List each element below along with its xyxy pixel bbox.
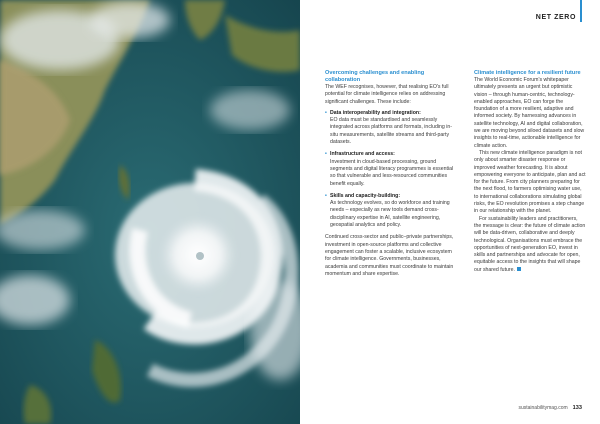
bullet-dot-icon: • (325, 192, 327, 199)
column-2-final-text: For sustainability leaders and practitioners, the message is clear: the future of climate action will be data-driven, collaborative and deeply technological. Organisations must embrace the opportunities of next-generation EO, invest in skills and partnerships and advocate for open, equitable access to the insights that will shape our shared future. (474, 215, 586, 273)
bullet-title: Skills and capacity-building: (330, 192, 401, 199)
column-1-closing: Continued cross-sector and public–private partnerships, investment in open-source platforms and collective engagement can foster a scalable, inclusive ecosystem for climate intelligence. Governments, businesses, academia and communities must coordinate to maintain momentum and share expertise. (325, 234, 454, 277)
list-item (325, 151, 455, 187)
column-2-paragraph: The World Economic Forum's whitepaper ultimately presents an urgent but optimistic vision – through human-centric, technology-enabled approaches, EO can forge the foundation of a more resilient, adaptive and informed society. By harnessing advances in satellite technology, AI and digital collaboration, we are moving beyond siloed datasets and slow insights to real-time, actionable intelligence for climate action. (474, 77, 585, 149)
page-number: 133 (572, 405, 582, 411)
column-1-intro: The WEF recognises, however, that realising EO's full potential for climate intelligence relies on addressing significant challenges. These include: (325, 84, 449, 105)
footer-site: sustainabilitymag.com (518, 405, 568, 411)
bullet-title: Infrastructure and access: (330, 151, 395, 158)
bullet-title: Data interoperability and integration: (330, 109, 421, 116)
bullet-body: Investment in cloud-based processing, ground segments and digital literacy programmes is essential so that vulnerable and less-resourced communities benefit equally. (330, 158, 454, 187)
column-2-paragraph: This new climate intelligence paradigm is not only about smarter disaster response or improved weather forecasting. It is about empowering everyone to anticipate, plan and act for the future. From city planners preparing for the next flood, to farmers optimising water use, to international collaborations simulating global risks, the EO revolution promises a step change in our relationship with the planet. (474, 149, 586, 215)
end-of-article-icon (517, 267, 521, 271)
bullet-body: EO data must be standardised and seamlessly integrated across platforms and formats, including in-situ measurements, satellite streams and third-party datasets. (330, 117, 452, 146)
column-2-heading: Climate intelligence for a resilient future (474, 70, 581, 76)
list-item (325, 193, 455, 229)
page-footer (518, 405, 582, 411)
bullet-dot-icon: • (325, 151, 327, 158)
challenges-list (325, 110, 455, 229)
column-2-paragraph (474, 216, 586, 274)
accent-bar (580, 0, 582, 22)
bullet-body: As technology evolves, so do workforce and training needs – especially as new tools demand cross-disciplinary expertise in AI, satellite engineering, geospatial analytics and policy. (330, 200, 450, 229)
article-column-1 (325, 70, 455, 278)
section-label: NET ZERO (535, 14, 576, 21)
bullet-dot-icon: • (325, 109, 327, 116)
list-item (325, 110, 455, 146)
column-1-heading: Overcoming challenges and enabling collaboration (325, 70, 425, 83)
article-column-2 (474, 70, 586, 274)
